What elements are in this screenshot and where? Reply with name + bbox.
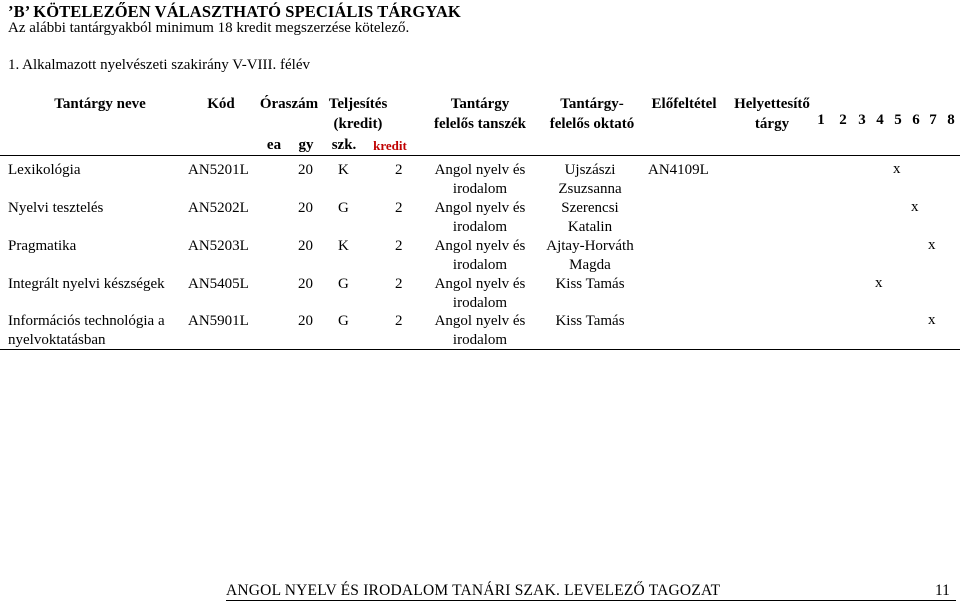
hours-value: 20 <box>298 200 313 216</box>
department: Angol nyelv és <box>434 313 526 329</box>
header-teacher-2: felelős oktató <box>549 116 635 132</box>
subject-name: Integrált nyelvi készségek <box>8 276 165 292</box>
teacher-line2: Katalin <box>567 219 613 235</box>
prerequisite: AN4109L <box>648 162 709 178</box>
semester-header: 8 <box>947 112 955 128</box>
department: Angol nyelv és <box>434 276 526 292</box>
semester-mark: x <box>893 161 901 177</box>
header-ea: ea <box>266 137 282 153</box>
header-subst: Helyettesítő <box>734 96 810 112</box>
subject-name: Lexikológia <box>8 162 81 178</box>
program-title: 1. Alkalmazott nyelvészeti szakirány V-VIII. félév <box>8 57 310 73</box>
header-dept-2: felelős tanszék <box>433 116 527 132</box>
header-szk: szk. <box>331 137 357 153</box>
credit-value: 2 <box>395 313 403 329</box>
header-hours: Óraszám <box>259 96 319 112</box>
subject-code: AN5202L <box>188 200 249 216</box>
credit-value: 2 <box>395 276 403 292</box>
header-teacher: Tantárgy- <box>560 96 624 112</box>
teacher: Kiss Tamás <box>555 313 625 329</box>
semester-header: 3 <box>858 112 866 128</box>
footer-divider <box>226 600 956 601</box>
hours-value: 20 <box>298 313 313 329</box>
semester-header: 4 <box>876 112 884 128</box>
semester-mark: x <box>928 237 936 253</box>
header-dept: Tantárgy <box>450 96 510 112</box>
teacher-line2: Zsuzsanna <box>558 181 622 197</box>
credit-value: 2 <box>395 238 403 254</box>
semester-header: 5 <box>894 112 902 128</box>
semester-mark: x <box>928 312 936 328</box>
completion-type: G <box>338 313 349 329</box>
subject-name: Információs technológia a <box>8 313 165 329</box>
department-line2: irodalom <box>452 219 508 235</box>
department-line2: irodalom <box>452 257 508 273</box>
footer-text: ANGOL NYELV ÉS IRODALOM TANÁRI SZAK. LEVELEZŐ TAGOZAT <box>226 582 721 599</box>
teacher: Kiss Tamás <box>555 276 625 292</box>
semester-mark: x <box>911 199 919 215</box>
page-number: 11 <box>935 582 950 599</box>
header-kredit: kredit <box>373 138 407 153</box>
subject-name-line2: nyelvoktatásban <box>8 332 106 348</box>
header-divider <box>0 155 960 156</box>
teacher: Ajtay-Horváth <box>546 238 634 254</box>
completion-type: G <box>338 276 349 292</box>
semester-header: 6 <box>912 112 920 128</box>
department: Angol nyelv és <box>434 238 526 254</box>
subject-name: Nyelvi tesztelés <box>8 200 104 216</box>
hours-value: 20 <box>298 162 313 178</box>
header-completion-sub: (kredit) <box>333 116 383 132</box>
header-gy: gy <box>298 137 314 153</box>
document-heading: ’B’ KÖTELEZŐEN VÁLASZTHATÓ SPECIÁLIS TÁRGYAK <box>8 2 461 21</box>
hours-value: 20 <box>298 276 313 292</box>
teacher: Ujszászi <box>564 162 616 178</box>
semester-header: 2 <box>839 112 847 128</box>
department-line2: irodalom <box>452 295 508 311</box>
credit-value: 2 <box>395 200 403 216</box>
table-bottom-line <box>0 349 960 350</box>
department-line2: irodalom <box>452 332 508 348</box>
header-completion: Teljesítés <box>328 96 388 112</box>
subject-code: AN5405L <box>188 276 249 292</box>
subject-name: Pragmatika <box>8 238 77 254</box>
header-prereq: Előfeltétel <box>651 96 717 112</box>
subject-code: AN5901L <box>188 313 249 329</box>
subject-code: AN5201L <box>188 162 249 178</box>
header-name: Tantárgy neve <box>54 96 146 112</box>
completion-type: K <box>338 162 349 178</box>
semester-header: 1 <box>817 112 825 128</box>
document-subheading: Az alábbi tantárgyakból minimum 18 kredit megszerzése kötelező. <box>8 20 410 36</box>
teacher-line2: Magda <box>569 257 611 273</box>
completion-type: G <box>338 200 349 216</box>
hours-value: 20 <box>298 238 313 254</box>
teacher: Szerencsi <box>561 200 619 216</box>
department: Angol nyelv és <box>434 200 526 216</box>
semester-header: 7 <box>929 112 937 128</box>
credit-value: 2 <box>395 162 403 178</box>
department: Angol nyelv és <box>434 162 526 178</box>
completion-type: K <box>338 238 349 254</box>
header-subst-2: tárgy <box>754 116 790 132</box>
department-line2: irodalom <box>452 181 508 197</box>
header-code: Kód <box>207 96 235 112</box>
subject-code: AN5203L <box>188 238 249 254</box>
semester-mark: x <box>875 275 883 291</box>
